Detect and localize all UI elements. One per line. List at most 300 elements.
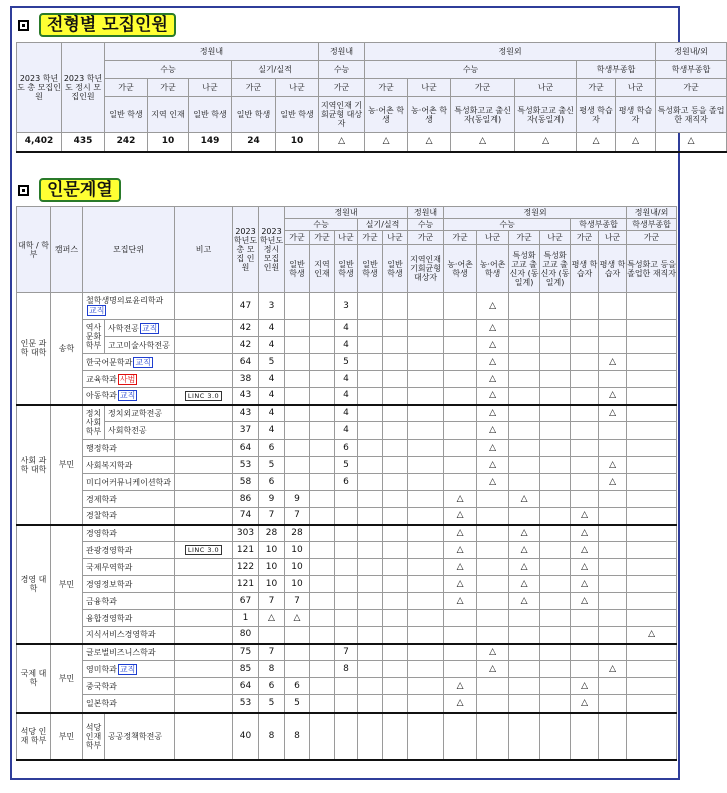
- value-cell: [599, 542, 627, 559]
- value-cell: [408, 508, 444, 525]
- gyojik-badge: 교직: [135, 357, 151, 367]
- value-cell: [408, 474, 444, 491]
- value-cell: [310, 661, 335, 678]
- value-cell: 8: [285, 713, 310, 760]
- unit-name: 고고미술사학전공: [108, 340, 170, 350]
- value-cell: [383, 491, 408, 508]
- value-cell: [310, 508, 335, 525]
- value-cell: [408, 388, 444, 405]
- value-cell: [627, 593, 677, 610]
- regular-cell: 8: [259, 661, 285, 678]
- value-cell: 28: [285, 525, 310, 542]
- unit-name: 공공정책학전공: [108, 731, 163, 741]
- linc-badge: LINC 3.0: [185, 545, 222, 555]
- value-cell: [358, 337, 383, 354]
- note-cell: [175, 371, 233, 388]
- total-cell: 43: [233, 405, 259, 422]
- type-label: 일반 학생: [335, 245, 358, 293]
- campus-name: 부민: [51, 405, 83, 525]
- gun-label: 가군: [656, 79, 727, 97]
- value-cell: [310, 474, 335, 491]
- value-cell: [627, 474, 677, 491]
- group-header: 정원내: [105, 43, 319, 61]
- value-cell: △: [477, 320, 509, 337]
- value-cell: [444, 337, 477, 354]
- linc-badge: LINC 3.0: [185, 391, 222, 401]
- type-label: 농·어촌 학생: [444, 245, 477, 293]
- value-cell: [627, 610, 677, 627]
- table-row: [17, 457, 677, 474]
- gun-label: 가군: [577, 79, 616, 97]
- value-cell: [599, 440, 627, 457]
- unit-name: 미디어커뮤니케이션학과: [86, 477, 172, 487]
- note-cell: [175, 457, 233, 474]
- table-row: [17, 293, 677, 320]
- unit-name: 교육학과: [86, 374, 117, 384]
- value-cell: [509, 457, 540, 474]
- value-cell: [383, 644, 408, 661]
- table-row: [17, 474, 677, 491]
- value-cell: △: [577, 133, 616, 152]
- value-cell: [285, 337, 310, 354]
- value-cell: [509, 713, 540, 760]
- value-cell: [444, 440, 477, 457]
- college-header: 대학 / 학부: [17, 207, 51, 293]
- gun-label: 가군: [148, 79, 189, 97]
- value-cell: [444, 474, 477, 491]
- value-cell: △: [444, 593, 477, 610]
- value-cell: [285, 474, 310, 491]
- unit-name: 행정학과: [86, 443, 117, 453]
- value-cell: 10: [148, 133, 189, 152]
- value-cell: [358, 440, 383, 457]
- note-cell: [175, 695, 233, 713]
- unit-name: 금융학과: [86, 596, 117, 606]
- unit-cell: [83, 593, 175, 610]
- regular-cell: 7: [259, 644, 285, 661]
- group-header: 정원외: [444, 207, 627, 219]
- table-row: [17, 713, 677, 760]
- value-cell: [358, 405, 383, 422]
- value-cell: [408, 678, 444, 695]
- value-cell: [540, 576, 571, 593]
- note-cell: [175, 542, 233, 559]
- value-cell: [540, 293, 571, 320]
- value-cell: △: [571, 525, 599, 542]
- value-cell: [540, 610, 571, 627]
- value-cell: [627, 542, 677, 559]
- col-total-header: 2023 학년도 총 모집인원: [17, 43, 62, 133]
- note-cell: [175, 474, 233, 491]
- unit-name: 경영정보학과: [86, 579, 133, 589]
- value-cell: [383, 610, 408, 627]
- group-header: 정원내: [408, 207, 444, 219]
- value-cell: △: [509, 525, 540, 542]
- gun-label: 가군: [285, 231, 310, 245]
- value-cell: [599, 713, 627, 760]
- total-cell: 37: [233, 422, 259, 440]
- note-cell: [175, 320, 233, 337]
- value-cell: [408, 610, 444, 627]
- note-cell: [175, 525, 233, 542]
- value-cell: △: [627, 627, 677, 644]
- value-cell: [408, 559, 444, 576]
- regular-cell: 9: [259, 491, 285, 508]
- value-cell: [285, 320, 310, 337]
- value-cell: [540, 457, 571, 474]
- value-cell: [444, 422, 477, 440]
- value-cell: [408, 457, 444, 474]
- humanities-table: [16, 206, 677, 761]
- value-cell: [571, 457, 599, 474]
- unit-cell: [105, 405, 175, 422]
- unit-name: 한국어문학과: [86, 357, 133, 367]
- value-cell: [358, 474, 383, 491]
- gun-label: 나군: [477, 231, 509, 245]
- value-cell: [599, 678, 627, 695]
- value-cell: [627, 576, 677, 593]
- value-cell: [540, 678, 571, 695]
- unit-name: 정치외교학전공: [108, 408, 163, 418]
- value-cell: [358, 627, 383, 644]
- value-cell: [627, 678, 677, 695]
- sub-header: 실기/실적: [358, 219, 408, 231]
- table-row: [17, 422, 677, 440]
- total-cell: 40: [233, 713, 259, 760]
- value-cell: [310, 695, 335, 713]
- value-cell: 10: [285, 542, 310, 559]
- regular-cell: 6: [259, 440, 285, 457]
- value-cell: △: [477, 644, 509, 661]
- value-cell: [408, 695, 444, 713]
- value-cell: [477, 525, 509, 542]
- value-cell: △: [477, 371, 509, 388]
- unit-cell: [83, 474, 175, 491]
- value-cell: [285, 422, 310, 440]
- value-cell: 435: [62, 133, 105, 152]
- campus-header: 캠퍼스: [51, 207, 83, 293]
- unit-name: 경제학과: [86, 494, 117, 504]
- table-row: [17, 405, 677, 422]
- note-cell: [175, 422, 233, 440]
- value-cell: [540, 525, 571, 542]
- value-cell: [335, 610, 358, 627]
- regular-header: 2023 학년도 정시 모집 인원: [259, 207, 285, 293]
- value-cell: △: [616, 133, 656, 152]
- value-cell: [509, 354, 540, 371]
- unit-name: 철학생명의료윤리학과: [86, 296, 164, 305]
- regular-cell: 10: [259, 559, 285, 576]
- table-row: [17, 644, 677, 661]
- unit-cell: [83, 457, 175, 474]
- value-cell: [444, 627, 477, 644]
- total-cell: 80: [233, 627, 259, 644]
- value-cell: [571, 644, 599, 661]
- regular-cell: 4: [259, 320, 285, 337]
- unit-cell: [105, 337, 175, 354]
- unit-cell: [83, 525, 175, 542]
- value-cell: [408, 542, 444, 559]
- value-cell: [444, 713, 477, 760]
- value-cell: [571, 661, 599, 678]
- value-cell: [599, 576, 627, 593]
- value-cell: [310, 559, 335, 576]
- unit-name: 글로벌비즈니스학과: [86, 647, 156, 657]
- value-cell: △: [444, 678, 477, 695]
- gun-label: 나군: [189, 79, 232, 97]
- value-cell: 4: [335, 405, 358, 422]
- value-cell: [310, 491, 335, 508]
- value-cell: [540, 474, 571, 491]
- value-cell: [310, 320, 335, 337]
- unit-cell: [83, 371, 175, 388]
- value-cell: △: [444, 491, 477, 508]
- value-cell: [408, 644, 444, 661]
- value-cell: [310, 678, 335, 695]
- table-row: [17, 371, 677, 388]
- value-cell: [509, 405, 540, 422]
- value-cell: 4: [335, 388, 358, 405]
- unit-name: 지식서비스경영학과: [86, 630, 156, 640]
- regular-cell: 4: [259, 388, 285, 405]
- total-cell: 67: [233, 593, 259, 610]
- total-cell: 53: [233, 457, 259, 474]
- value-cell: [383, 695, 408, 713]
- value-cell: [358, 695, 383, 713]
- value-cell: 7: [285, 508, 310, 525]
- table-row: [17, 491, 677, 508]
- value-cell: [408, 593, 444, 610]
- regular-cell: 4: [259, 371, 285, 388]
- regular-cell: 4: [259, 422, 285, 440]
- table-row: [17, 320, 677, 337]
- value-cell: [408, 576, 444, 593]
- value-cell: △: [599, 354, 627, 371]
- value-cell: △: [599, 457, 627, 474]
- value-cell: [335, 678, 358, 695]
- value-cell: [335, 593, 358, 610]
- value-cell: 4: [335, 320, 358, 337]
- value-cell: [383, 405, 408, 422]
- value-cell: [310, 713, 335, 760]
- type-label: 일반 학생: [232, 97, 276, 133]
- type-label: 특성화고교 출신자(동일계): [451, 97, 515, 133]
- value-cell: [627, 405, 677, 422]
- value-cell: [310, 610, 335, 627]
- value-cell: [540, 491, 571, 508]
- unit-cell: [83, 293, 175, 320]
- unit-cell: [83, 661, 175, 678]
- total-header: 2023 학년도 총 모집 인원: [233, 207, 259, 293]
- value-cell: [408, 440, 444, 457]
- value-cell: 6: [335, 440, 358, 457]
- value-cell: △: [444, 525, 477, 542]
- note-cell: [175, 337, 233, 354]
- value-cell: [599, 337, 627, 354]
- table-row: [17, 440, 677, 457]
- value-cell: [310, 354, 335, 371]
- value-cell: △: [477, 457, 509, 474]
- value-cell: 10: [276, 133, 319, 152]
- type-label: 특성화고 등을 졸업한 재직자: [627, 245, 677, 293]
- regular-cell: 7: [259, 508, 285, 525]
- unit-cell: [83, 627, 175, 644]
- value-cell: [540, 508, 571, 525]
- value-cell: [627, 491, 677, 508]
- note-cell: [175, 354, 233, 371]
- gun-label: 나군: [599, 231, 627, 245]
- table-row: [17, 337, 677, 354]
- value-cell: [358, 678, 383, 695]
- value-cell: △: [477, 474, 509, 491]
- value-cell: [540, 713, 571, 760]
- value-cell: 10: [285, 559, 310, 576]
- value-cell: [509, 627, 540, 644]
- value-cell: [509, 320, 540, 337]
- group-name: 정치 사회 학부: [83, 405, 105, 440]
- value-cell: [285, 354, 310, 371]
- value-cell: [599, 320, 627, 337]
- value-cell: [571, 388, 599, 405]
- campus-name: 부민: [51, 713, 83, 760]
- value-cell: [571, 713, 599, 760]
- value-cell: [571, 320, 599, 337]
- value-cell: [383, 525, 408, 542]
- value-cell: [540, 593, 571, 610]
- total-cell: 121: [233, 576, 259, 593]
- value-cell: [540, 440, 571, 457]
- value-cell: [408, 371, 444, 388]
- gun-label: 가군: [105, 79, 148, 97]
- col-regular-header: 2023 학년도 정시 모집인원: [62, 43, 105, 133]
- unit-cell: [83, 508, 175, 525]
- unit-name: 일본학과: [86, 698, 117, 708]
- value-cell: 242: [105, 133, 148, 152]
- value-cell: [408, 661, 444, 678]
- type-label: 일반 학생: [189, 97, 232, 133]
- gun-label: 가군: [408, 231, 444, 245]
- group-name: 석당 인재 학부: [83, 713, 105, 760]
- value-cell: △: [444, 695, 477, 713]
- unit-cell: [105, 320, 175, 337]
- value-cell: △: [477, 661, 509, 678]
- unit-name: 영미학과: [86, 664, 117, 674]
- value-cell: [358, 644, 383, 661]
- regular-cell: [259, 627, 285, 644]
- value-cell: [335, 542, 358, 559]
- value-cell: [285, 293, 310, 320]
- value-cell: [310, 593, 335, 610]
- total-cell: 74: [233, 508, 259, 525]
- value-cell: [408, 354, 444, 371]
- unit-name: 사학전공: [108, 323, 139, 333]
- value-cell: [627, 559, 677, 576]
- note-cell: [175, 713, 233, 760]
- value-cell: [335, 576, 358, 593]
- sabeom-badge: 사범: [119, 374, 136, 384]
- value-cell: [509, 661, 540, 678]
- group-header: 정원외: [365, 43, 656, 61]
- value-cell: [285, 644, 310, 661]
- value-cell: 6: [285, 678, 310, 695]
- gun-label: 가군: [358, 231, 383, 245]
- value-cell: [599, 491, 627, 508]
- value-cell: [444, 610, 477, 627]
- table-row: [17, 661, 677, 678]
- section1-heading: [18, 13, 176, 37]
- total-cell: 38: [233, 371, 259, 388]
- value-cell: [509, 678, 540, 695]
- value-cell: △: [599, 388, 627, 405]
- regular-cell: 4: [259, 337, 285, 354]
- value-cell: [540, 354, 571, 371]
- gun-label: 나군: [616, 79, 656, 97]
- value-cell: 4: [335, 371, 358, 388]
- sub-header: 학생부종합: [627, 219, 677, 231]
- table-row: [17, 593, 677, 610]
- value-cell: 5: [335, 354, 358, 371]
- sub-header: 실기/실적: [232, 61, 319, 79]
- value-cell: 5: [335, 457, 358, 474]
- value-cell: [540, 644, 571, 661]
- table-row: [17, 508, 677, 525]
- value-cell: [285, 388, 310, 405]
- college-name: 국제 대학: [17, 644, 51, 713]
- type-label: 특성화고교 출신자(동일계): [515, 97, 577, 133]
- value-cell: △: [599, 405, 627, 422]
- gun-label: 가군: [310, 231, 335, 245]
- sub-header: 수능: [408, 219, 444, 231]
- value-cell: [627, 422, 677, 440]
- value-cell: 7: [335, 644, 358, 661]
- gun-label: 가군: [627, 231, 677, 245]
- value-cell: 5: [285, 695, 310, 713]
- total-cell: 64: [233, 678, 259, 695]
- regular-cell: 10: [259, 576, 285, 593]
- type-label: 특성화고 등을 졸업한 재직자: [656, 97, 727, 133]
- value-cell: [540, 661, 571, 678]
- value-cell: △: [319, 133, 365, 152]
- value-cell: [477, 593, 509, 610]
- value-cell: [509, 337, 540, 354]
- value-cell: [285, 440, 310, 457]
- group-name: 역사 문화 학부: [83, 320, 105, 354]
- value-cell: [571, 354, 599, 371]
- regular-cell: 7: [259, 593, 285, 610]
- value-cell: [477, 542, 509, 559]
- value-cell: △: [509, 593, 540, 610]
- value-cell: [383, 508, 408, 525]
- total-cell: 42: [233, 337, 259, 354]
- unit-cell: [105, 713, 175, 760]
- value-cell: [408, 337, 444, 354]
- value-cell: [540, 405, 571, 422]
- value-cell: [310, 293, 335, 320]
- value-cell: 8: [335, 661, 358, 678]
- value-cell: △: [477, 440, 509, 457]
- value-cell: [627, 525, 677, 542]
- value-cell: [358, 559, 383, 576]
- value-cell: 24: [232, 133, 276, 152]
- value-cell: △: [285, 610, 310, 627]
- value-cell: [358, 320, 383, 337]
- value-cell: △: [509, 542, 540, 559]
- value-cell: [540, 695, 571, 713]
- value-cell: [571, 627, 599, 644]
- value-cell: [285, 661, 310, 678]
- value-cell: [571, 474, 599, 491]
- total-cell: 64: [233, 354, 259, 371]
